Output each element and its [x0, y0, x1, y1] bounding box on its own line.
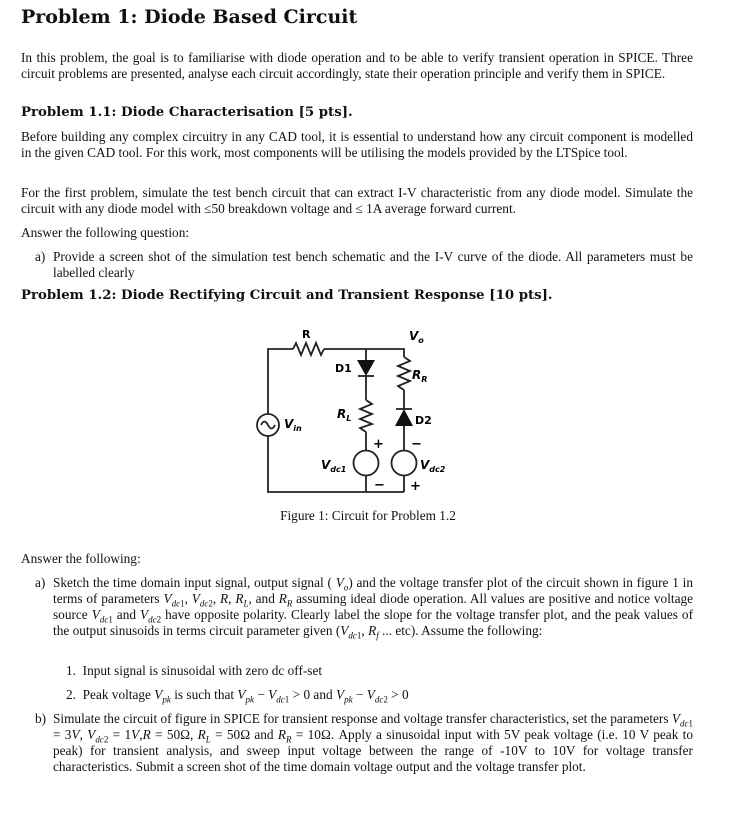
item-text: Provide a screen shot of the simulation test bench schematic and the I-V curve of the diode. All parameters must be labelled clearly [53, 249, 693, 280]
list-item [66, 663, 322, 679]
label-vdc2: $V_{dc2}$ [420, 458, 446, 474]
vdc1-plus: + [373, 437, 384, 452]
wire [324, 349, 404, 357]
list-text: Peak voltage $V_{pk}$ is such that $V_{pk} - V_{dc1} > 0$ and $V_{pk} - V_{dc2} > 0$ [82, 687, 409, 705]
list-text: Input signal is sinusoidal with zero dc off-set [82, 663, 323, 678]
problem-1-2-heading: Problem 1.2: Diode Rectifying Circuit and Transient Response [10 pts]. [21, 288, 553, 303]
diode-d1-symbol [357, 360, 375, 376]
item-text: Sketch the time domain input signal, output signal ( $V_o$) and the voltage transfer plot of the circuit shown in figure 1 in terms of parameters $V_{dc1}$, $V_{dc2}$, R, $R_L$, and $R_R$ assuming ideal diode operation. All values are positive and notice voltage source $V_{dc1}$ and $V_{dc2}$ have opposite polarity. Clearly label the slope for the voltage transfer plot, and the peak values of the output sinusoids in terms circuit parameter given ($V_{dc1}$, $R_f$ ... etc). Assume the following: [53, 575, 694, 641]
p12-answer-label: Answer the following: [21, 551, 141, 566]
list-item [66, 687, 409, 703]
vdc2-source-symbol [392, 451, 417, 476]
vdc2-plus: + [410, 479, 421, 494]
figure-caption: Figure 1: Circuit for Problem 1.2 [280, 508, 456, 523]
label-vo: $V_o$ [409, 329, 424, 345]
list-number: 2. [66, 687, 76, 702]
vdc1-source-symbol [354, 451, 379, 476]
sine-icon [261, 422, 275, 429]
p12-question-a [35, 575, 693, 639]
label-r: R [302, 328, 311, 341]
label-rl: $R_L$ [337, 407, 352, 423]
intro-paragraph: In this problem, the goal is to familiarise with diode operation and to be able to verify transient operation in SPICE. Three circuit problems are presented, analyse each circuit accordingly, state their operation principle and verify them in SPICE. [21, 50, 693, 81]
resistor-rl-symbol [360, 400, 372, 432]
label-d2: D2 [415, 414, 432, 427]
p11-paragraph-2: For the first problem, simulate the test bench circuit that can extract I-V characteristic from any diode model. Simulate the circuit with any diode model with ≤50 breakdown voltage and ≤ 1A average forward current. [21, 185, 693, 216]
list-number: 1. [66, 663, 76, 678]
wire [268, 349, 293, 414]
resistor-rr-symbol [398, 357, 410, 390]
item-label: b) [35, 711, 47, 726]
page-title: Problem 1: Diode Based Circuit [21, 6, 358, 28]
diode-d2-symbol [395, 409, 413, 426]
item-label: a) [35, 575, 46, 590]
label-d1: D1 [335, 362, 352, 375]
resistor-r-symbol [293, 343, 324, 355]
label-vin: $V_{in}$ [284, 417, 302, 433]
label-vdc1: $V_{dc1}$ [321, 458, 347, 474]
p11-paragraph-1: Before building any complex circuitry in any CAD tool, it is essential to understand how any circuit component is modelled in the given CAD tool. For this work, most components will be utilising the models provided by the LTSpice tool. [21, 129, 693, 160]
p12-question-b [35, 711, 693, 775]
vdc2-minus: − [411, 437, 422, 452]
item-label: a) [35, 249, 46, 264]
vdc1-minus: − [374, 478, 385, 493]
p11-answer-label: Answer the following question: [21, 225, 190, 240]
label-rr: $R_R$ [412, 368, 428, 384]
problem-1-1-heading: Problem 1.1: Diode Characterisation [5 pts]. [21, 105, 353, 120]
item-text: Simulate the circuit of figure in SPICE for transient response and voltage transfer characteristics, set the parameters $V_{dc1} = 3V$, $V_{dc2} = 1V,R = 50\Omega$, $R_L = 50\Omega$ and $R_R = 10\Omega$. Apply a sinusoidal input with 5V peak voltage (i.e. 10 V peak to peak) for transient analysis, and sweep input voltage between the range of -10V to 10V for voltage transfer characteristics. Submit a screen shot of the time domain voltage output and the voltage transfer plot. [53, 711, 693, 774]
